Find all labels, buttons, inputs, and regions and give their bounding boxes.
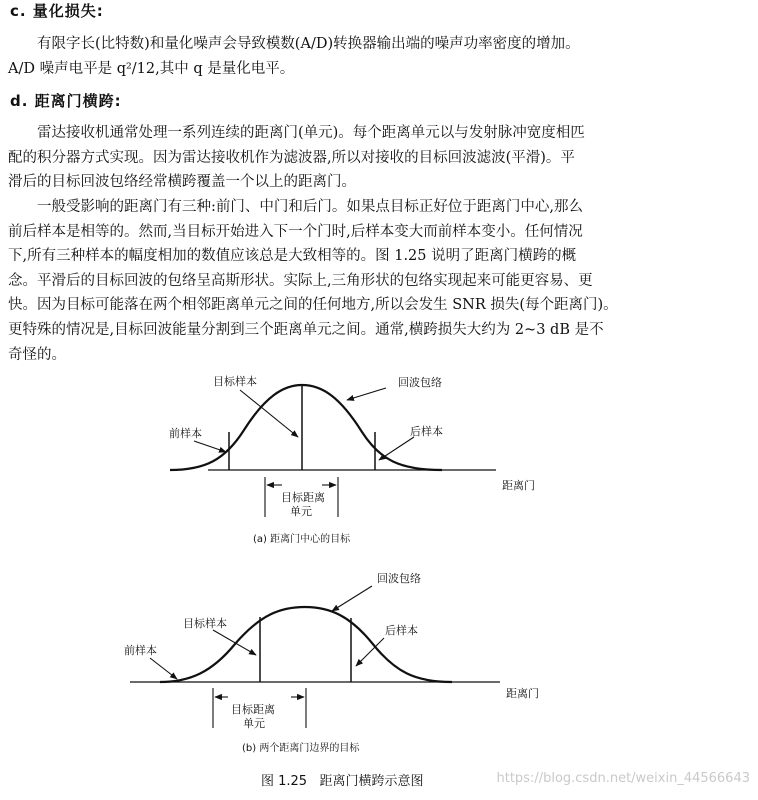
caption-a: (a) 距离门中心的目标 [253,534,351,545]
back-sample-label: 后样本 [385,624,418,637]
caption-b: (b) 两个距离门边界的目标 [242,743,360,754]
text-line: 更特殊的情况是,目标回波能量分割到三个距离单元之间。通常,横跨损失大约为 2~3 dB 是不 [8,321,604,338]
front-sample-label: 前样本 [124,644,157,657]
text-line: 下,所有三种样本的幅度相加的数值应该总是大致相等的。图 1.25 说明了距离门横跨的概 [8,248,577,265]
echo-envelope-curve [170,385,442,470]
text-line: A/D 噪声电平是 q²/12,其中 q 是量化电平。 [8,60,295,77]
target-cell-label-line2: 单元 [243,717,265,730]
back-sample-label: 后样本 [410,425,443,438]
text-line: 一般受影响的距离门有三种:前门、中门和后门。如果点目标正好位于距离门中心,那么 [37,199,583,215]
target-cell-label-line1: 目标距离 [281,491,325,504]
echo-envelope-label: 回波包络 [377,572,421,585]
back-label-arrow [379,437,414,460]
front-sample-label: 前样本 [169,427,202,440]
target-cell-label-line1: 目标距离 [231,703,275,716]
range-axis-label: 距离门 [502,479,535,492]
target-label-arrow [240,390,298,437]
target-sample-label: 目标样本 [213,375,257,388]
envelope-label-arrow [347,388,386,400]
envelope-label-arrow [332,586,372,611]
figure-caption: 图 1.25 距离门横跨示意图 [261,774,424,789]
text-line: 有限字长(比特数)和量化噪声会导致模数(A/D)转换器输出端的噪声功率密度的增加。 [37,36,580,52]
watermark: https://blog.csdn.net/weixin_44566643 [496,771,750,786]
text-line: 前后样本是相等的。然而,当目标开始进入下一个门时,后样本变大而前样本变小。任何情况 [8,223,583,240]
range-axis-label: 距离门 [506,687,539,700]
heading-range-straddle: d. 距离门横跨: [10,92,122,110]
diagram-a-gate-center [169,374,535,545]
text-line: 奇怪的。 [8,346,66,363]
heading-quantization-loss: c. 量化损失: [10,2,104,20]
echo-envelope-label: 回波包络 [398,376,442,389]
front-label-arrow [194,441,226,452]
target-cell-label-line2: 单元 [290,505,312,518]
target-sample-label: 目标样本 [183,617,227,630]
diagram-b-gate-boundary [124,571,539,754]
target-label-arrow [213,630,256,655]
text-line: 雷达接收机通常处理一系列连续的距离门(单元)。每个距离单元以与发射脉冲宽度相匹 [37,125,585,141]
text-line: 念。平滑后的目标回波的包络呈高斯形状。实际上,三角形状的包络实现起来可能更容易、更 [8,272,593,289]
front-label-arrow [150,658,177,679]
text-line: 快。因为目标可能落在两个相邻距离单元之间的任何地方,所以会发生 SNR 损失(每个距离门)。 [8,297,618,314]
text-line: 滑后的目标回波包络经常横跨覆盖一个以上的距离门。 [8,174,356,191]
text-line: 配的积分器方式实现。因为雷达接收机作为滤波器,所以对接收的目标回波滤波(平滑)。平 [8,149,575,166]
